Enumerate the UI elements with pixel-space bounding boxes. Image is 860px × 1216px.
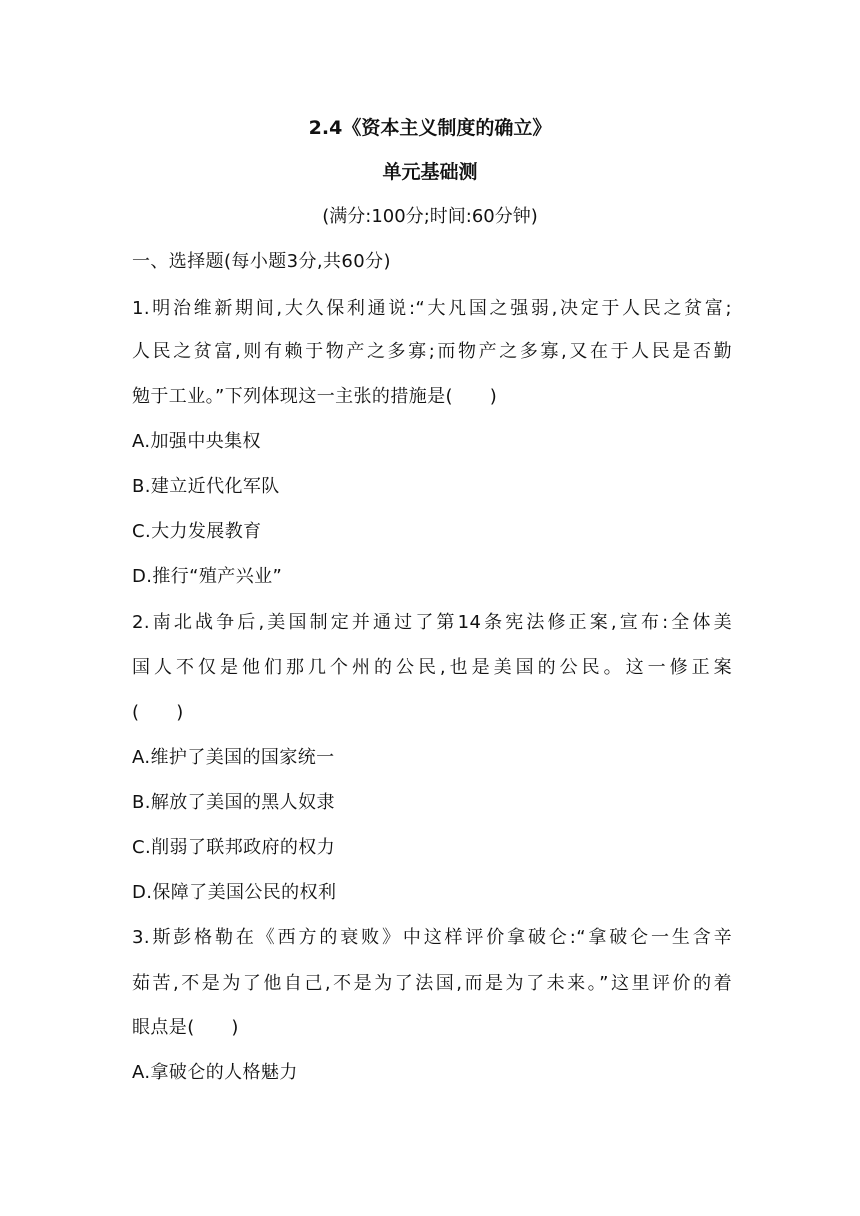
question-2-line-2: 国人不仅是他们那几个州的公民,也是美国的公民。这一修正案 [132, 657, 732, 678]
question-3-line-3: 眼点是( ) [132, 1017, 239, 1038]
question-3-line-1: 3.斯彭格勒在《西方的衰败》中这样评价拿破仑:“拿破仑一生含辛 [132, 927, 732, 948]
question-1-option-a: A.加强中央集权 [132, 431, 261, 452]
question-1-line-2: 人民之贫富,则有赖于物产之多寡;而物产之多寡,又在于人民是否勤 [132, 341, 732, 362]
question-3-option-a: A.拿破仑的人格魅力 [132, 1062, 298, 1083]
question-1-option-d: D.推行“殖产兴业” [132, 566, 283, 587]
question-1-option-b: B.建立近代化军队 [132, 476, 280, 497]
question-2-option-a: A.维护了美国的国家统一 [132, 747, 335, 768]
question-2-option-b: B.解放了美国的黑人奴隶 [132, 792, 335, 813]
question-1-option-c: C.大力发展教育 [132, 521, 262, 542]
section-heading: 一、选择题(每小题3分,共60分) [132, 251, 391, 272]
question-1-line-1: 1.明治维新期间,大久保利通说:“大凡国之强弱,决定于人民之贫富; [132, 298, 732, 319]
question-3-line-2: 茹苦,不是为了他自己,不是为了法国,而是为了未来。”这里评价的着 [132, 973, 732, 994]
question-1-line-3: 勉于工业。”下列体现这一主张的措施是( ) [132, 386, 498, 407]
question-2-option-d: D.保障了美国公民的权利 [132, 882, 337, 903]
exam-meta: (满分:100分;时间:60分钟) [322, 206, 538, 227]
question-2-line-1: 2.南北战争后,美国制定并通过了第14条宪法修正案,宣布:全体美 [132, 612, 732, 633]
document-title: 2.4《资本主义制度的确立》 [308, 117, 552, 139]
question-2-option-c: C.削弱了联邦政府的权力 [132, 837, 336, 858]
question-2-line-3: ( ) [132, 702, 184, 723]
document-subtitle: 单元基础测 [382, 161, 478, 183]
